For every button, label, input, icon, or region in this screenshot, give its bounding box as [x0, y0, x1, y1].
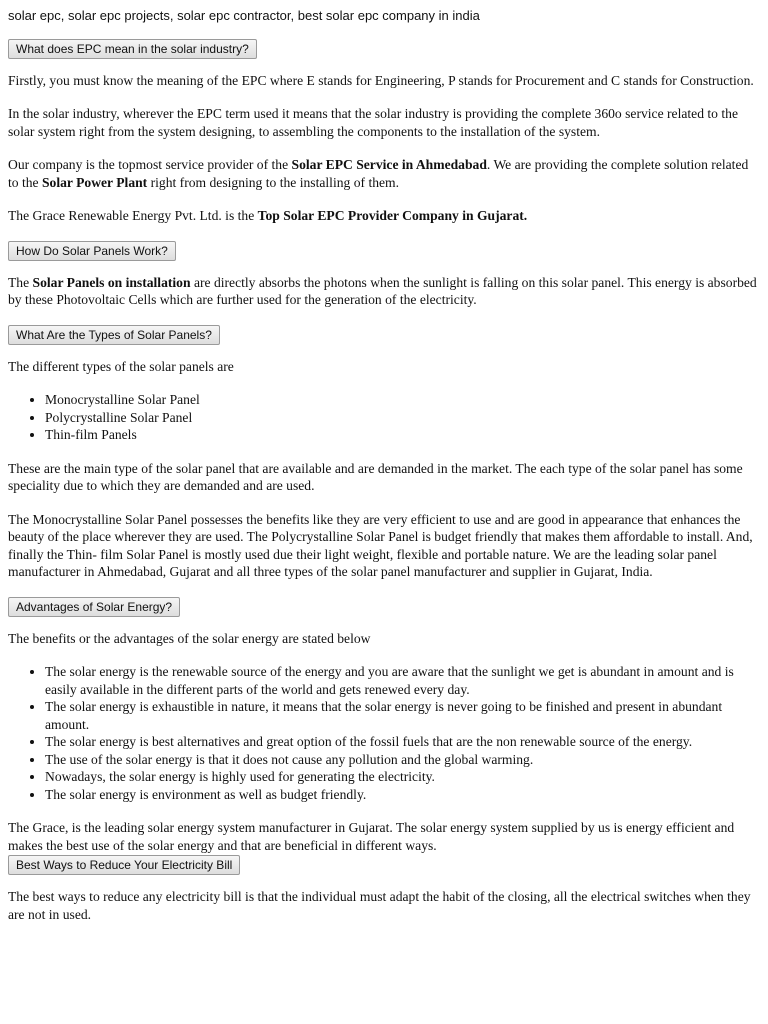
- work-p1-text-c: are directly absorbs the photons when the sunlight is falling on this solar panel. This energy is absorbed by these Photovoltaic Cells which are further used for the generation of the electricity.: [8, 274, 757, 307]
- reduce-bill-button[interactable]: Best Ways to Reduce Your Electricity Bill: [8, 855, 240, 875]
- list-item: • The solar energy is exhaustible in nature, it means that the solar energy is never going to be finished and present in abundant amount.: [45, 698, 760, 733]
- work-p1-text-a: The: [8, 274, 33, 290]
- list-item: • Nowadays, the solar energy is highly used for generating the electricity.: [45, 768, 760, 786]
- epc-p3-text-e: right from designing to the installing of them.: [147, 174, 400, 190]
- epc-p3-text-c: . We are providing the complete solution related to the: [8, 157, 749, 190]
- list-item: • The solar energy is best alternatives and great option of the fossil fuels that are the non renewable source of the energy.: [45, 733, 760, 751]
- keywords-line: solar epc, solar epc projects, solar epc contractor, best solar epc company in india: [8, 8, 480, 23]
- epc-meaning-button[interactable]: What does EPC mean in the solar industry?: [8, 39, 257, 59]
- how-panels-work-button[interactable]: How Do Solar Panels Work?: [8, 241, 176, 261]
- bill-paragraph-1: The best ways to reduce any electricity bill is that the individual must adapt the habit of the closing, all the electrical switches when they are not in used.: [8, 889, 751, 922]
- epc-paragraph-4: [8, 207, 760, 225]
- list-item: • Monocrystalline Solar Panel: [45, 391, 760, 409]
- advantages-paragraph-1: The Grace, is the leading solar energy system manufacturer in Gujarat. The solar energy system supplied by us is energy efficient and makes the best use of the solar energy and that are beneficial in different ways.: [8, 820, 735, 853]
- epc-p4-text-a: The Grace Renewable Energy Pvt. Ltd. is the: [8, 208, 258, 223]
- epc-paragraph-3: [8, 156, 760, 191]
- solar-power-plant-bold: Solar Power Plant: [41, 174, 148, 190]
- advantages-list: [8, 663, 760, 803]
- epc-p3-text-a: Our company is the topmost service provider of the: [8, 157, 292, 172]
- list-item: • The solar energy is the renewable source of the energy and you are aware that the sunlight we get is abundant in amount and is easily available in the different parts of the world and gets renewed every day.: [45, 663, 760, 698]
- panel-types-button[interactable]: What Are the Types of Solar Panels?: [8, 325, 220, 345]
- types-button-row: [8, 325, 760, 345]
- advantages-button-row: [8, 597, 760, 617]
- top-epc-provider-bold: Top Solar EPC Provider Company in Gujarat.: [257, 208, 528, 223]
- advantages-intro: The benefits or the advantages of the solar energy are stated below: [8, 630, 371, 646]
- advantages-button[interactable]: Advantages of Solar Energy?: [8, 597, 180, 617]
- list-item: • Polycrystalline Solar Panel: [45, 409, 760, 427]
- epc-button-row: [8, 39, 760, 59]
- epc-service-ahmedabad-bold: Solar EPC Service in Ahmedabad: [291, 157, 487, 172]
- panels-on-installation-bold: Solar Panels on installation: [32, 274, 191, 290]
- bill-button-row: [8, 855, 760, 875]
- types-paragraph-1: These are the main type of the solar panel that are available and are demanded in the market. The each type of the solar panel has some speciality due to which they are demanded and are used.: [8, 460, 743, 493]
- types-intro: The different types of the solar panels are: [8, 358, 234, 374]
- types-paragraph-2: The Monocrystalline Solar Panel possesses the benefits like they are very efficient to use and are good in appearance that enhances the beauty of the place wherever they are used. The Polycrystalline Solar Panel is budget friendly that makes them affordable to install. And, finally the Thin- film Solar Panel is mostly used due their light weight, flexible and portable nature. We are the leading solar panel manufacturer in Ahmedabad, Gujarat and all three types of the solar panel manufacturer and supplier in Gujarat, India.: [8, 511, 753, 579]
- list-item: • The solar energy is environment as well as budget friendly.: [45, 786, 760, 804]
- work-button-row: [8, 241, 760, 261]
- list-item: • Thin-film Panels: [45, 426, 760, 444]
- panel-types-list: [8, 391, 760, 444]
- epc-paragraph-1: Firstly, you must know the meaning of the EPC where E stands for Engineering, P stands for Procurement and C stands for Construction.: [8, 72, 754, 88]
- work-paragraph-1: [8, 274, 760, 309]
- list-item: • The use of the solar energy is that it does not cause any pollution and the global warming.: [45, 751, 760, 769]
- epc-paragraph-2: In the solar industry, wherever the EPC term used it means that the solar industry is providing the complete 360o service related to the solar system right from the system designing, to assembling the components to the installation of the system.: [8, 106, 738, 139]
